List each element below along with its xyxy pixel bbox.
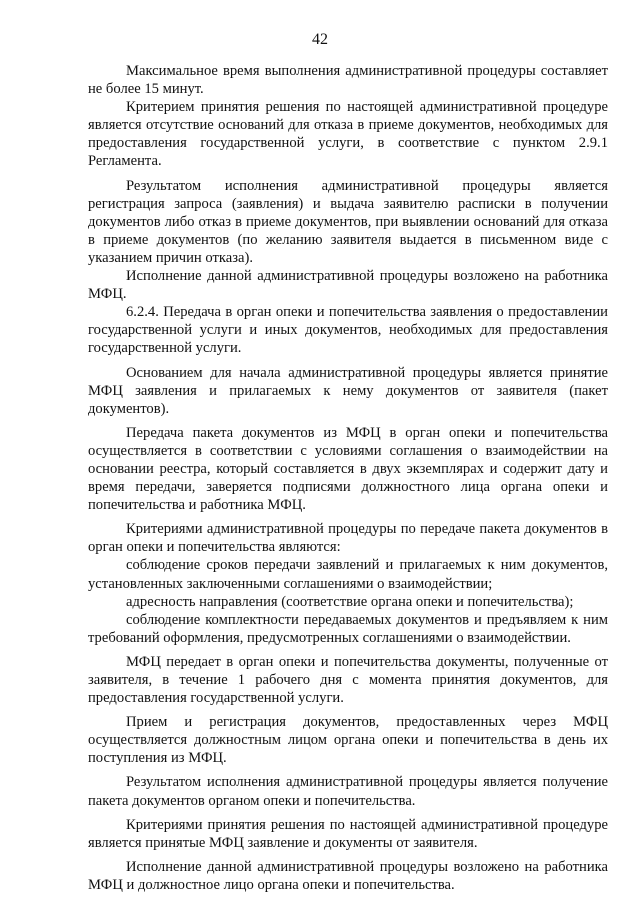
paragraph-basis: Основанием для начала административной процедуры является принятие МФЦ заявления и прилагаемых к нему документов от заявителя (пакет документов).: [88, 364, 608, 417]
paragraph-max-time: Максимальное время выполнения административной процедуры составляет не более 15 минут.: [88, 63, 608, 98]
page-number: 42: [312, 31, 328, 48]
paragraph-result-registration: Результатом исполнения административной процедуры является регистрация запроса (заявления) и выдача заявителю расписки в получении документов либо отказ в приеме документов, при выявлении оснований для отказа в приеме документов (по желанию заявителя выдается в письменном виде с указанием причин отказа).: [88, 177, 608, 266]
paragraph-criteria-completeness: соблюдение комплектности передаваемых документов и предъявляем к ним требований оформления, предусмотренных соглашениями о взаимодействии.: [88, 611, 608, 646]
paragraph-transfer-package: Передача пакета документов из МФЦ в орган опеки и попечительства осуществляется в соответствии с условиями соглашения о взаимодействии на основании реестра, который составляется в двух экземплярах и содержит дату и время передачи, заверяется подписями должностного лица органа опеки и попечительства и работника МФЦ.: [88, 424, 608, 514]
document-body: [88, 62, 608, 894]
section-heading-6-2-4: 6.2.4. Передача в орган опеки и попечительства заявления о предоставлении государственной услуги и иных документов, необходимых для предоставления государственной услуги.: [88, 304, 608, 357]
paragraph-reception-registration: Прием и регистрация документов, предоставленных через МФЦ осуществляется должностным лицом органа опеки и попечительства в день их поступления из МФЦ.: [88, 714, 608, 767]
paragraph-executor-mfc: Исполнение данной административной процедуры возложено на работника МФЦ.: [88, 268, 608, 303]
paragraph-criteria-addressing: адресность направления (соответствие органа опеки и попечительства);: [126, 593, 574, 610]
paragraph-criteria-deadlines: соблюдение сроков передачи заявлений и прилагаемых к ним документов, установленных заключенными соглашениями о взаимодействии;: [88, 557, 608, 592]
paragraph-mfc-transfers: МФЦ передает в орган опеки и попечительства документы, полученные от заявителя, в течение 1 рабочего дня с момента принятия документов, для предоставления государственной услуги.: [88, 653, 608, 707]
paragraph-criteria-intro: Критериями административной процедуры по передаче пакета документов в орган опеки и попечительства являются:: [88, 521, 608, 556]
paragraph-decision-criteria: Критериями принятия решения по настоящей административной процедуре является принятые МФЦ заявление и документы от заявителя.: [88, 816, 608, 851]
paragraph-result-receipt: Результатом исполнения административной процедуры является получение пакета документов органом опеки и попечительства.: [88, 774, 608, 809]
paragraph-decision-criterion: Критерием принятия решения по настоящей административной процедуре является отсутствие оснований для отказа в приеме документов, необходимых для предоставления государственной услуги, в соответствие с пунктом 2.9.1 Регламента.: [88, 99, 608, 170]
paragraph-executors: Исполнение данной административной процедуры возложено на работника МФЦ и должностное лицо органа опеки и попечительства.: [88, 858, 608, 893]
